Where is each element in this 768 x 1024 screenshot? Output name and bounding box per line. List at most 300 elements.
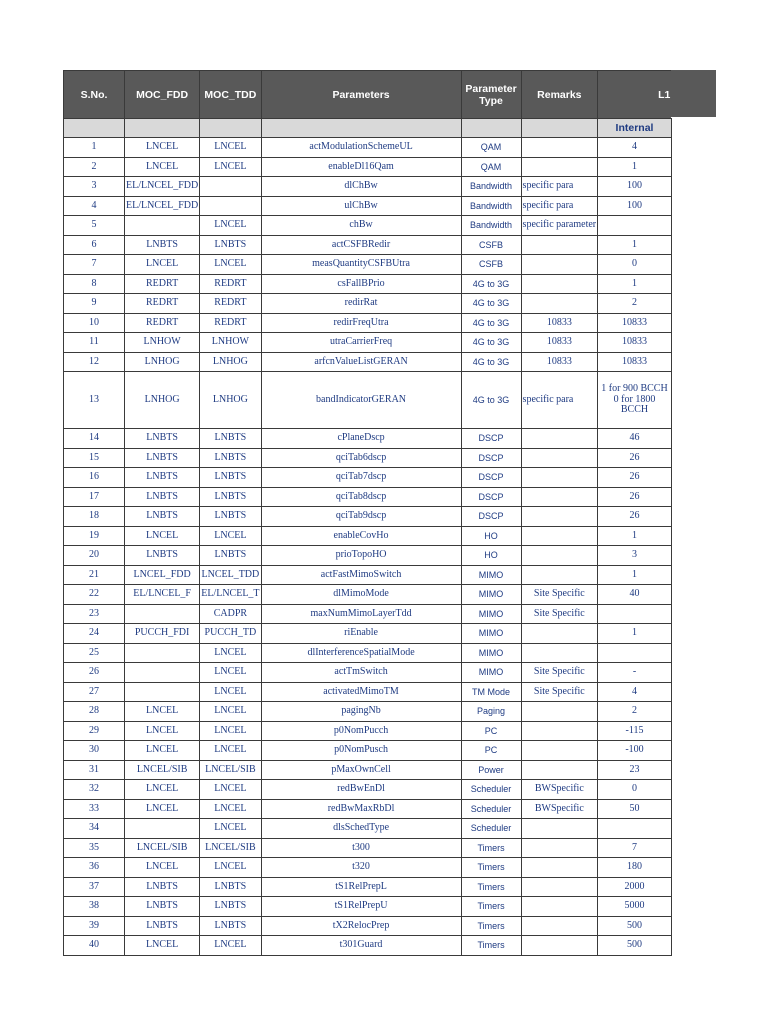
subheader-cell[interactable] <box>200 119 261 138</box>
cell-parameter[interactable]: tX2RelocPrep <box>261 916 461 936</box>
cell-remarks[interactable] <box>521 565 598 585</box>
col-header-parameter-type[interactable]: Parameter Type <box>461 71 521 119</box>
cell-sno[interactable]: 19 <box>64 526 125 546</box>
cell-moc-fdd[interactable]: LNBTS <box>125 429 200 449</box>
subheader-cell[interactable] <box>261 119 461 138</box>
cell-parameter-type[interactable]: Timers <box>461 838 521 858</box>
cell-parameter[interactable]: measQuantityCSFBUtra <box>261 255 461 275</box>
cell-remarks[interactable] <box>521 138 598 158</box>
cell-remarks[interactable] <box>521 877 598 897</box>
cell-parameter-type[interactable]: CSFB <box>461 255 521 275</box>
cell-parameter-type[interactable]: Scheduler <box>461 799 521 819</box>
cell-moc-tdd[interactable] <box>200 177 261 197</box>
cell-parameter[interactable]: enableCovHo <box>261 526 461 546</box>
cell-parameter[interactable]: actFastMimoSwitch <box>261 565 461 585</box>
cell-moc-tdd[interactable]: LNBTS <box>200 546 261 566</box>
cell-remarks[interactable]: BWSpecific <box>521 799 598 819</box>
cell-parameter-type[interactable]: Bandwidth <box>461 177 521 197</box>
cell-moc-tdd[interactable]: LNBTS <box>200 448 261 468</box>
cell-moc-tdd[interactable]: CADPR <box>200 604 261 624</box>
cell-l1-internal[interactable] <box>598 216 672 236</box>
cell-parameter[interactable]: tS1RelPrepL <box>261 877 461 897</box>
cell-sno[interactable]: 9 <box>64 294 125 314</box>
cell-remarks[interactable] <box>521 235 598 255</box>
cell-parameter[interactable]: p0NomPusch <box>261 741 461 761</box>
cell-remarks[interactable]: specific para <box>521 372 598 429</box>
cell-remarks[interactable] <box>521 468 598 488</box>
cell-parameter-type[interactable]: PC <box>461 721 521 741</box>
cell-parameter[interactable]: actModulationSchemeUL <box>261 138 461 158</box>
cell-moc-tdd[interactable] <box>200 196 261 216</box>
cell-moc-tdd[interactable]: LNBTS <box>200 429 261 449</box>
cell-moc-fdd[interactable]: EL/LNCEL_FDD <box>125 177 200 197</box>
cell-moc-tdd[interactable]: LNBTS <box>200 235 261 255</box>
cell-moc-tdd[interactable]: LNCEL <box>200 138 261 158</box>
cell-parameter-type[interactable]: MIMO <box>461 604 521 624</box>
cell-moc-tdd[interactable]: LNCEL <box>200 157 261 177</box>
subheader-cell[interactable] <box>461 119 521 138</box>
cell-parameter[interactable]: dlMimoMode <box>261 585 461 605</box>
cell-l1-internal[interactable]: 10833 <box>598 313 672 333</box>
cell-parameter-type[interactable]: 4G to 3G <box>461 352 521 372</box>
cell-parameter-type[interactable]: MIMO <box>461 585 521 605</box>
cell-remarks[interactable] <box>521 294 598 314</box>
cell-moc-fdd[interactable]: EL/LNCEL_F <box>125 585 200 605</box>
cell-parameter[interactable]: prioTopoHO <box>261 546 461 566</box>
cell-moc-tdd[interactable]: LNCEL <box>200 255 261 275</box>
cell-remarks[interactable]: 10833 <box>521 333 598 353</box>
cell-moc-tdd[interactable]: PUCCH_TD <box>200 624 261 644</box>
cell-parameter-type[interactable]: MIMO <box>461 624 521 644</box>
cell-l1-internal[interactable] <box>598 604 672 624</box>
cell-parameter[interactable]: p0NomPucch <box>261 721 461 741</box>
cell-moc-fdd[interactable]: LNHOW <box>125 333 200 353</box>
cell-parameter-type[interactable]: Timers <box>461 936 521 956</box>
cell-parameter-type[interactable]: HO <box>461 546 521 566</box>
cell-sno[interactable]: 34 <box>64 819 125 839</box>
cell-remarks[interactable] <box>521 624 598 644</box>
cell-moc-tdd[interactable]: LNBTS <box>200 877 261 897</box>
cell-remarks[interactable]: BWSpecific <box>521 780 598 800</box>
cell-moc-tdd[interactable]: LNCEL <box>200 799 261 819</box>
cell-moc-fdd[interactable]: LNBTS <box>125 507 200 527</box>
cell-l1-internal[interactable]: 26 <box>598 487 672 507</box>
cell-l1-internal[interactable]: 100 <box>598 196 672 216</box>
cell-parameter[interactable]: cPlaneDscp <box>261 429 461 449</box>
cell-moc-tdd[interactable]: REDRT <box>200 274 261 294</box>
cell-moc-fdd[interactable] <box>125 604 200 624</box>
cell-moc-fdd[interactable]: LNCEL <box>125 255 200 275</box>
cell-remarks[interactable] <box>521 429 598 449</box>
cell-remarks[interactable]: Site Specific <box>521 682 598 702</box>
cell-sno[interactable]: 4 <box>64 196 125 216</box>
cell-sno[interactable]: 1 <box>64 138 125 158</box>
cell-parameter-type[interactable]: 4G to 3G <box>461 313 521 333</box>
cell-moc-tdd[interactable]: LNHOW <box>200 333 261 353</box>
parameter-table <box>63 70 672 956</box>
cell-remarks[interactable] <box>521 936 598 956</box>
cell-l1-internal[interactable]: 2000 <box>598 877 672 897</box>
cell-parameter[interactable]: chBw <box>261 216 461 236</box>
cell-l1-internal[interactable]: 50 <box>598 799 672 819</box>
cell-moc-fdd[interactable]: LNCEL_FDD <box>125 565 200 585</box>
cell-remarks[interactable] <box>521 702 598 722</box>
cell-sno[interactable]: 6 <box>64 235 125 255</box>
cell-sno[interactable]: 3 <box>64 177 125 197</box>
cell-l1-internal[interactable]: -115 <box>598 721 672 741</box>
cell-remarks[interactable] <box>521 255 598 275</box>
cell-moc-fdd[interactable]: LNBTS <box>125 546 200 566</box>
cell-l1-internal[interactable]: 1 <box>598 565 672 585</box>
cell-remarks[interactable] <box>521 487 598 507</box>
cell-parameter[interactable]: dlInterferenceSpatialMode <box>261 643 461 663</box>
cell-sno[interactable]: 10 <box>64 313 125 333</box>
cell-moc-fdd[interactable]: LNCEL <box>125 721 200 741</box>
cell-sno[interactable]: 14 <box>64 429 125 449</box>
col-header-moc-fdd[interactable]: MOC_FDD <box>125 71 200 119</box>
cell-remarks[interactable] <box>521 507 598 527</box>
cell-parameter[interactable]: redBwMaxRbDl <box>261 799 461 819</box>
cell-remarks[interactable]: specific para <box>521 196 598 216</box>
cell-parameter[interactable]: t301Guard <box>261 936 461 956</box>
cell-moc-fdd[interactable]: LNCEL <box>125 858 200 878</box>
cell-parameter-type[interactable]: HO <box>461 526 521 546</box>
col-header-moc-tdd[interactable]: MOC_TDD <box>200 71 261 119</box>
cell-remarks[interactable]: specific parameter <box>521 216 598 236</box>
table-row <box>64 702 672 722</box>
cell-parameter[interactable]: t320 <box>261 858 461 878</box>
cell-parameter-type[interactable]: TM Mode <box>461 682 521 702</box>
cell-moc-fdd[interactable] <box>125 682 200 702</box>
cell-parameter[interactable]: qciTab6dscp <box>261 448 461 468</box>
cell-moc-fdd[interactable]: LNBTS <box>125 897 200 917</box>
cell-l1-internal[interactable]: 1 <box>598 526 672 546</box>
cell-l1-internal[interactable]: 0 <box>598 255 672 275</box>
cell-moc-tdd[interactable]: LNBTS <box>200 897 261 917</box>
cell-l1-internal[interactable]: 7 <box>598 838 672 858</box>
cell-parameter[interactable]: redirRat <box>261 294 461 314</box>
cell-sno[interactable]: 39 <box>64 916 125 936</box>
subheader-cell[interactable] <box>64 119 125 138</box>
cell-sno[interactable]: 27 <box>64 682 125 702</box>
cell-sno[interactable]: 7 <box>64 255 125 275</box>
cell-remarks[interactable]: Site Specific <box>521 585 598 605</box>
cell-parameter-type[interactable]: CSFB <box>461 235 521 255</box>
cell-moc-tdd[interactable]: LNBTS <box>200 507 261 527</box>
cell-l1-internal[interactable]: 23 <box>598 760 672 780</box>
cell-l1-internal[interactable]: 1 <box>598 274 672 294</box>
cell-l1-internal[interactable]: 180 <box>598 858 672 878</box>
cell-parameter-type[interactable]: Timers <box>461 897 521 917</box>
cell-parameter-type[interactable]: 4G to 3G <box>461 274 521 294</box>
cell-l1-internal[interactable]: - <box>598 663 672 683</box>
cell-moc-tdd[interactable]: LNCEL <box>200 936 261 956</box>
cell-moc-tdd[interactable]: LNCEL <box>200 721 261 741</box>
cell-remarks[interactable]: specific para <box>521 177 598 197</box>
subheader-internal[interactable]: Internal <box>598 119 672 138</box>
cell-remarks[interactable]: Site Specific <box>521 663 598 683</box>
cell-parameter-type[interactable]: MIMO <box>461 565 521 585</box>
cell-l1-internal[interactable]: 26 <box>598 448 672 468</box>
cell-parameter[interactable]: utraCarrierFreq <box>261 333 461 353</box>
cell-l1-internal[interactable]: 1 <box>598 624 672 644</box>
cell-parameter-type[interactable]: DSCP <box>461 429 521 449</box>
cell-parameter[interactable]: actCSFBRedir <box>261 235 461 255</box>
cell-sno[interactable]: 29 <box>64 721 125 741</box>
header-row <box>64 71 672 119</box>
cell-parameter[interactable]: dlsSchedType <box>261 819 461 839</box>
cell-parameter-type[interactable]: MIMO <box>461 643 521 663</box>
cell-moc-fdd[interactable]: LNCEL <box>125 799 200 819</box>
cell-moc-tdd[interactable]: LNCEL <box>200 216 261 236</box>
cell-parameter-type[interactable]: 4G to 3G <box>461 333 521 353</box>
cell-moc-tdd[interactable]: EL/LNCEL_T <box>200 585 261 605</box>
cell-parameter-type[interactable]: Power <box>461 760 521 780</box>
cell-l1-internal[interactable]: 1 for 900 BCCH 0 for 1800 BCCH <box>598 372 672 429</box>
cell-moc-tdd[interactable]: LNBTS <box>200 487 261 507</box>
cell-moc-tdd[interactable]: LNCEL <box>200 682 261 702</box>
cell-remarks[interactable]: 10833 <box>521 313 598 333</box>
cell-remarks[interactable] <box>521 643 598 663</box>
cell-moc-fdd[interactable]: LNBTS <box>125 235 200 255</box>
cell-l1-internal[interactable] <box>598 819 672 839</box>
cell-remarks[interactable] <box>521 819 598 839</box>
cell-moc-tdd[interactable]: REDRT <box>200 313 261 333</box>
cell-remarks[interactable] <box>521 741 598 761</box>
cell-parameter[interactable]: enableDl16Qam <box>261 157 461 177</box>
cell-l1-internal[interactable]: 2 <box>598 294 672 314</box>
cell-remarks[interactable] <box>521 916 598 936</box>
cell-moc-fdd[interactable]: LNHOG <box>125 372 200 429</box>
cell-parameter[interactable]: redirFreqUtra <box>261 313 461 333</box>
col-header-parameters[interactable]: Parameters <box>261 71 461 119</box>
cell-l1-internal[interactable]: 46 <box>598 429 672 449</box>
cell-moc-fdd[interactable]: LNBTS <box>125 877 200 897</box>
cell-moc-fdd[interactable] <box>125 663 200 683</box>
cell-parameter-type[interactable]: DSCP <box>461 507 521 527</box>
cell-remarks[interactable] <box>521 897 598 917</box>
cell-parameter-type[interactable]: 4G to 3G <box>461 294 521 314</box>
cell-moc-fdd[interactable]: LNBTS <box>125 916 200 936</box>
cell-l1-internal[interactable]: 10833 <box>598 333 672 353</box>
cell-moc-fdd[interactable]: REDRT <box>125 294 200 314</box>
cell-moc-tdd[interactable]: LNBTS <box>200 468 261 488</box>
cell-parameter[interactable]: tS1RelPrepU <box>261 897 461 917</box>
cell-sno[interactable]: 33 <box>64 799 125 819</box>
cell-parameter[interactable]: t300 <box>261 838 461 858</box>
cell-moc-tdd[interactable]: LNCEL <box>200 858 261 878</box>
cell-moc-fdd[interactable]: LNCEL/SIB <box>125 760 200 780</box>
cell-l1-internal[interactable]: 3 <box>598 546 672 566</box>
cell-remarks[interactable] <box>521 526 598 546</box>
cell-parameter-type[interactable]: MIMO <box>461 663 521 683</box>
cell-moc-tdd[interactable]: LNCEL <box>200 643 261 663</box>
cell-sno[interactable]: 31 <box>64 760 125 780</box>
cell-moc-tdd[interactable]: LNCEL <box>200 741 261 761</box>
cell-moc-fdd[interactable] <box>125 643 200 663</box>
cell-sno[interactable]: 36 <box>64 858 125 878</box>
cell-parameter-type[interactable]: Paging <box>461 702 521 722</box>
cell-sno[interactable]: 11 <box>64 333 125 353</box>
cell-parameter[interactable]: activatedMimoTM <box>261 682 461 702</box>
cell-remarks[interactable] <box>521 838 598 858</box>
cell-l1-internal[interactable]: 4 <box>598 682 672 702</box>
cell-moc-tdd[interactable]: LNHOG <box>200 352 261 372</box>
cell-remarks[interactable]: Site Specific <box>521 604 598 624</box>
cell-parameter[interactable]: actTmSwitch <box>261 663 461 683</box>
cell-remarks[interactable] <box>521 760 598 780</box>
cell-parameter-type[interactable]: Timers <box>461 877 521 897</box>
cell-moc-tdd[interactable]: LNCEL <box>200 526 261 546</box>
cell-sno[interactable]: 22 <box>64 585 125 605</box>
col-header-sno[interactable]: S.No. <box>64 71 125 119</box>
cell-sno[interactable]: 37 <box>64 877 125 897</box>
cell-parameter-type[interactable]: DSCP <box>461 448 521 468</box>
cell-parameter[interactable]: pagingNb <box>261 702 461 722</box>
cell-moc-tdd[interactable]: LNCEL <box>200 702 261 722</box>
col-header-l1[interactable]: L1 <box>598 71 672 119</box>
cell-sno[interactable]: 16 <box>64 468 125 488</box>
cell-parameter-type[interactable]: QAM <box>461 138 521 158</box>
cell-moc-fdd[interactable]: REDRT <box>125 313 200 333</box>
table-row <box>64 255 672 275</box>
cell-parameter[interactable]: ulChBw <box>261 196 461 216</box>
cell-parameter-type[interactable]: DSCP <box>461 487 521 507</box>
cell-moc-fdd[interactable] <box>125 216 200 236</box>
cell-sno[interactable]: 25 <box>64 643 125 663</box>
cell-l1-internal[interactable]: 500 <box>598 916 672 936</box>
cell-sno[interactable]: 21 <box>64 565 125 585</box>
cell-parameter[interactable]: dlChBw <box>261 177 461 197</box>
cell-parameter-type[interactable]: Bandwidth <box>461 196 521 216</box>
cell-moc-fdd[interactable]: REDRT <box>125 274 200 294</box>
cell-moc-fdd[interactable]: LNHOG <box>125 352 200 372</box>
cell-parameter-type[interactable]: Timers <box>461 858 521 878</box>
cell-sno[interactable]: 38 <box>64 897 125 917</box>
cell-sno[interactable]: 26 <box>64 663 125 683</box>
cell-remarks[interactable] <box>521 157 598 177</box>
cell-parameter-type[interactable]: Scheduler <box>461 819 521 839</box>
cell-sno[interactable]: 28 <box>64 702 125 722</box>
cell-l1-internal[interactable]: 4 <box>598 138 672 158</box>
cell-l1-internal[interactable]: 10833 <box>598 352 672 372</box>
cell-l1-internal[interactable]: 5000 <box>598 897 672 917</box>
cell-parameter[interactable]: pMaxOwnCell <box>261 760 461 780</box>
cell-parameter[interactable]: qciTab7dscp <box>261 468 461 488</box>
col-header-remarks[interactable]: Remarks <box>521 71 598 119</box>
cell-remarks[interactable] <box>521 858 598 878</box>
cell-sno[interactable]: 32 <box>64 780 125 800</box>
cell-sno[interactable]: 12 <box>64 352 125 372</box>
cell-remarks[interactable] <box>521 721 598 741</box>
cell-parameter[interactable]: bandIndicatorGERAN <box>261 372 461 429</box>
cell-moc-fdd[interactable]: LNBTS <box>125 468 200 488</box>
cell-l1-internal[interactable]: 1 <box>598 157 672 177</box>
cell-sno[interactable]: 24 <box>64 624 125 644</box>
cell-l1-internal[interactable]: 500 <box>598 936 672 956</box>
cell-moc-tdd[interactable]: LNCEL <box>200 780 261 800</box>
cell-moc-tdd[interactable]: REDRT <box>200 294 261 314</box>
cell-parameter[interactable]: redBwEnDl <box>261 780 461 800</box>
table-row <box>64 313 672 333</box>
cell-sno[interactable]: 20 <box>64 546 125 566</box>
cell-sno[interactable]: 18 <box>64 507 125 527</box>
cell-parameter[interactable]: maxNumMimoLayerTdd <box>261 604 461 624</box>
cell-moc-fdd[interactable]: LNCEL <box>125 741 200 761</box>
cell-moc-fdd[interactable]: LNCEL <box>125 138 200 158</box>
cell-moc-tdd[interactable]: LNCEL <box>200 663 261 683</box>
cell-moc-fdd[interactable]: LNCEL <box>125 702 200 722</box>
cell-moc-tdd[interactable]: LNCEL/SIB <box>200 838 261 858</box>
cell-moc-fdd[interactable]: EL/LNCEL_FDD <box>125 196 200 216</box>
cell-parameter-type[interactable]: 4G to 3G <box>461 372 521 429</box>
cell-parameter-type[interactable]: Timers <box>461 916 521 936</box>
cell-parameter[interactable]: riEnable <box>261 624 461 644</box>
cell-sno[interactable]: 40 <box>64 936 125 956</box>
cell-l1-internal[interactable]: 1 <box>598 235 672 255</box>
cell-l1-internal[interactable]: 40 <box>598 585 672 605</box>
cell-moc-fdd[interactable]: LNBTS <box>125 487 200 507</box>
cell-moc-tdd[interactable]: LNHOG <box>200 372 261 429</box>
cell-moc-fdd[interactable]: PUCCH_FDI <box>125 624 200 644</box>
cell-l1-internal[interactable]: 0 <box>598 780 672 800</box>
cell-sno[interactable]: 23 <box>64 604 125 624</box>
cell-l1-internal[interactable]: 26 <box>598 468 672 488</box>
cell-moc-fdd[interactable]: LNCEL <box>125 936 200 956</box>
cell-parameter-type[interactable]: Scheduler <box>461 780 521 800</box>
cell-l1-internal[interactable]: 2 <box>598 702 672 722</box>
cell-parameter-type[interactable]: PC <box>461 741 521 761</box>
cell-moc-fdd[interactable]: LNCEL/SIB <box>125 838 200 858</box>
cell-sno[interactable]: 5 <box>64 216 125 236</box>
cell-sno[interactable]: 8 <box>64 274 125 294</box>
cell-moc-tdd[interactable]: LNCEL_TDD <box>200 565 261 585</box>
cell-moc-fdd[interactable] <box>125 819 200 839</box>
cell-l1-internal[interactable]: -100 <box>598 741 672 761</box>
cell-moc-fdd[interactable]: LNCEL <box>125 526 200 546</box>
cell-l1-internal[interactable]: 26 <box>598 507 672 527</box>
cell-sno[interactable]: 30 <box>64 741 125 761</box>
cell-parameter[interactable]: arfcnValueListGERAN <box>261 352 461 372</box>
cell-remarks[interactable]: 10833 <box>521 352 598 372</box>
cell-moc-tdd[interactable]: LNCEL <box>200 819 261 839</box>
subheader-cell[interactable] <box>521 119 598 138</box>
cell-sno[interactable]: 2 <box>64 157 125 177</box>
cell-parameter-type[interactable]: DSCP <box>461 468 521 488</box>
cell-parameter[interactable]: qciTab9dscp <box>261 507 461 527</box>
cell-parameter-type[interactable]: Bandwidth <box>461 216 521 236</box>
subheader-cell[interactable] <box>125 119 200 138</box>
cell-l1-internal[interactable] <box>598 643 672 663</box>
cell-remarks[interactable] <box>521 546 598 566</box>
cell-parameter[interactable]: qciTab8dscp <box>261 487 461 507</box>
cell-moc-tdd[interactable]: LNCEL/SIB <box>200 760 261 780</box>
cell-parameter-type[interactable]: QAM <box>461 157 521 177</box>
cell-remarks[interactable] <box>521 448 598 468</box>
cell-moc-fdd[interactable]: LNCEL <box>125 157 200 177</box>
cell-l1-internal[interactable]: 100 <box>598 177 672 197</box>
cell-moc-tdd[interactable]: LNBTS <box>200 916 261 936</box>
cell-sno[interactable]: 13 <box>64 372 125 429</box>
cell-remarks[interactable] <box>521 274 598 294</box>
cell-moc-fdd[interactable]: LNCEL <box>125 780 200 800</box>
cell-moc-fdd[interactable]: LNBTS <box>125 448 200 468</box>
cell-sno[interactable]: 15 <box>64 448 125 468</box>
cell-sno[interactable]: 17 <box>64 487 125 507</box>
cell-sno[interactable]: 35 <box>64 838 125 858</box>
cell-parameter[interactable]: csFallBPrio <box>261 274 461 294</box>
table-row <box>64 721 672 741</box>
